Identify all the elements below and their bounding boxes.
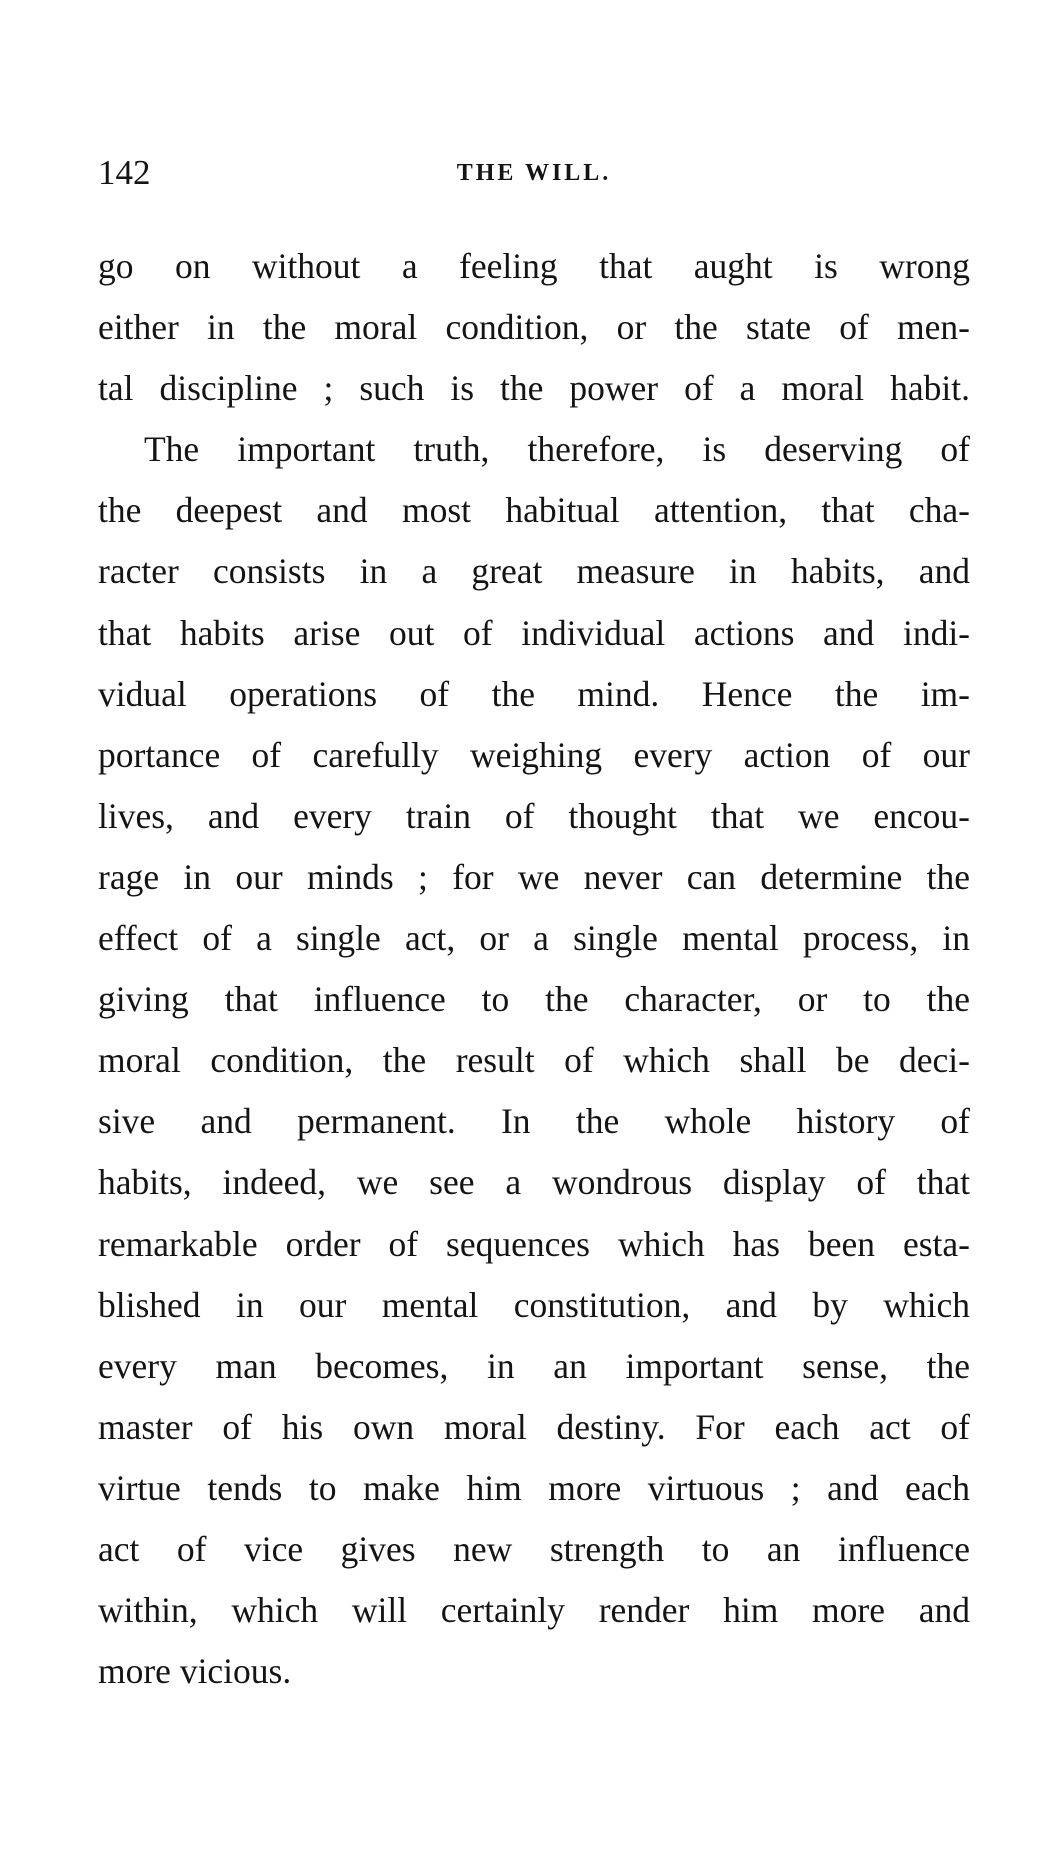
body-text [98,236,970,1702]
paragraph-end-line: more vicious. [98,1651,292,1692]
text-line: sive and permanent. In the whole history of [98,1101,970,1142]
text-line: vidual operations of the mind. Hence the im- [98,673,970,714]
text-line: act of vice gives new strength to an influence [98,1528,970,1569]
text-line: giving that influence to the character, or to the [98,979,970,1020]
running-head: THE WILL. [456,160,612,186]
page-header [98,150,970,196]
text-line: the deepest and most habitual attention, that cha- [98,490,970,531]
paragraph-start-line: The important truth, therefore, is deserving of [144,429,970,470]
text-line: moral condition, the result of which shall be deci- [98,1040,970,1081]
text-line: every man becomes, in an important sense, the [98,1345,970,1386]
text-line: tal discipline ; such is the power of a moral habit. [98,368,970,409]
text-line: effect of a single act, or a single mental process, in [98,918,970,959]
text-line: racter consists in a great measure in habits, and [98,551,970,592]
text-line: lives, and every train of thought that we encou- [98,795,970,836]
text-line: within, which will certainly render him more and [98,1590,970,1631]
text-line: virtue tends to make him more virtuous ; and each [98,1467,970,1508]
text-line: rage in our minds ; for we never can determine the [98,856,970,897]
text-line: habits, indeed, we see a wondrous display of that [98,1162,970,1203]
text-line: either in the moral condition, or the state of men- [98,307,970,348]
text-line: remarkable order of sequences which has been esta- [98,1223,970,1264]
text-line: that habits arise out of individual actions and indi- [98,612,970,653]
text-line: portance of carefully weighing every action of our [98,734,970,775]
text-line: blished in our mental constitution, and by which [98,1284,970,1325]
text-line: go on without a feeling that aught is wrong [98,246,970,286]
text-line: master of his own moral destiny. For each act of [98,1406,970,1447]
page-number: 142 [98,153,151,192]
